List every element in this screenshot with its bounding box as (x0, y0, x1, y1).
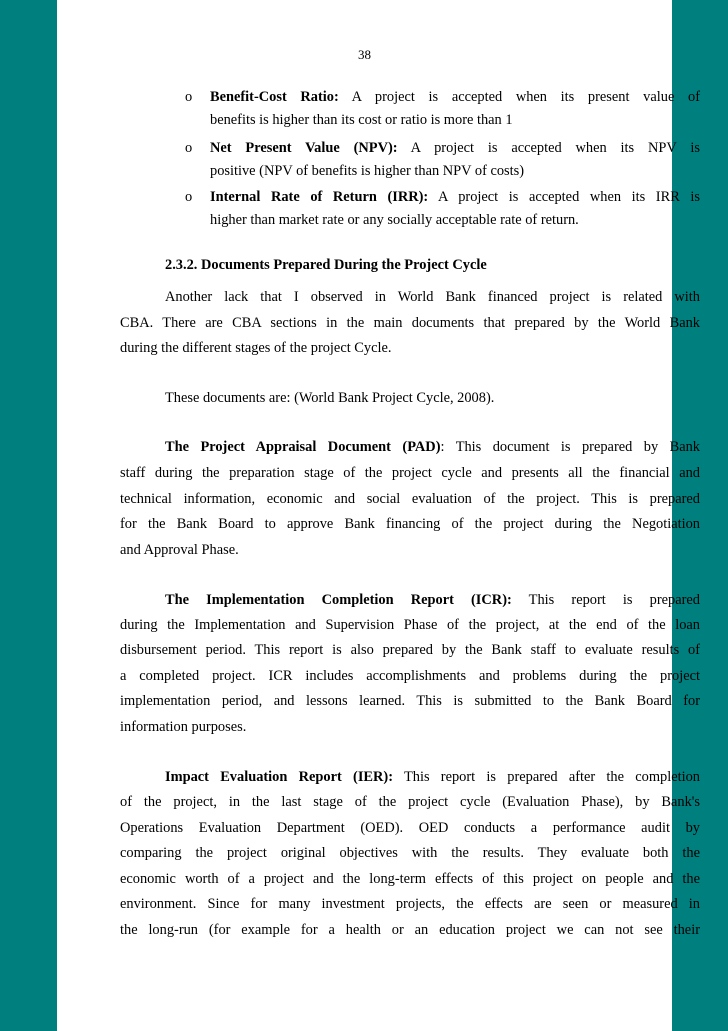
paragraph-line: the long-run (for example for a health or an education project we can not see their (120, 922, 700, 938)
bullet-benefit-cost-ratio (185, 89, 700, 129)
paragraph-line: comparing the project original objectives with the results. They evaluate both the (120, 845, 700, 861)
document-title-pad: The Project Appraisal Document (PAD) (165, 439, 441, 455)
paragraph-text: : This document is prepared by Bank (440, 439, 700, 455)
paragraph-line: information purposes. (120, 719, 247, 735)
paragraph-line: technical information, economic and social evaluation of the project. This is prepared (120, 491, 700, 507)
paragraph-line: a completed project. ICR includes accomplishments and problems during the project (120, 668, 700, 684)
paragraph-line: Another lack that I observed in World Bank financed project is related with (165, 289, 700, 305)
bullet-mark: o (185, 140, 193, 156)
bullet-internal-rate-of-return (185, 189, 700, 229)
section-heading: 2.3.2. Documents Prepared During the Project Cycle (165, 257, 487, 273)
paragraph-line (165, 591, 700, 609)
paragraph-line: of the project, in the last stage of the project cycle (Evaluation Phase), by Bank's (120, 794, 700, 810)
bullet-title: Net Present Value (NPV): (210, 140, 398, 156)
paragraph-line: and Approval Phase. (120, 542, 239, 558)
bullet-line (210, 189, 700, 205)
bullet-line: benefits is higher than its cost or ratio is more than 1 (210, 112, 513, 128)
paragraph-line (165, 438, 700, 456)
bullet-text: A project is accepted when its IRR is (428, 189, 700, 205)
bullet-line: higher than market rate or any socially acceptable rate of return. (210, 212, 579, 228)
bullet-text: A project is accepted when its NPV is (397, 140, 700, 156)
bullet-line (210, 140, 700, 156)
paragraph-text: This report is prepared (511, 592, 700, 608)
bullet-line (210, 89, 700, 105)
paragraph-text: This report is prepared after the completion (393, 769, 700, 785)
bullet-mark: o (185, 89, 193, 105)
bullet-title: Benefit-Cost Ratio: (210, 89, 339, 105)
paragraph-line: environment. Since for many investment projects, the effects are seen or measured in (120, 896, 700, 912)
left-border-bar (0, 0, 57, 1031)
paragraph-line: economic worth of a project and the long-term effects of this project on people and the (120, 871, 700, 887)
bullet-mark: o (185, 189, 193, 205)
document-page (57, 0, 700, 1031)
bullet-text: A project is accepted when its present value of (338, 89, 700, 105)
bullet-title: Internal Rate of Return (IRR): (210, 189, 429, 205)
bullet-line: positive (NPV of benefits is higher than NPV of costs) (210, 163, 525, 179)
paragraph-line: during the Implementation and Supervision Phase of the project, at the end of the loan (120, 617, 700, 633)
paragraph-line: implementation period, and lessons learned. This is submitted to the Bank Board for (120, 693, 700, 709)
document-title-ier: Impact Evaluation Report (IER): (165, 769, 393, 785)
paragraph-line: disbursement period. This report is also prepared by the Bank staff to evaluate results of (120, 642, 700, 658)
page-number: 38 (358, 47, 371, 62)
bullet-net-present-value (185, 140, 700, 180)
paragraph-line: staff during the preparation stage of the project cycle and presents all the financial and (120, 465, 700, 481)
paragraph-line: Operations Evaluation Department (OED). OED conducts a performance audit by (120, 820, 700, 836)
paragraph-line: These documents are: (World Bank Project Cycle, 2008). (165, 390, 495, 406)
paragraph-line: CBA. There are CBA sections in the main documents that prepared by the World Bank (120, 315, 700, 331)
document-title-icr: The Implementation Completion Report (ICR): (165, 592, 512, 608)
paragraph-line: for the Bank Board to approve Bank financing of the project during the Negotiation (120, 516, 700, 532)
paragraph-line: during the different stages of the project Cycle. (120, 340, 392, 356)
paragraph-line (165, 768, 700, 786)
